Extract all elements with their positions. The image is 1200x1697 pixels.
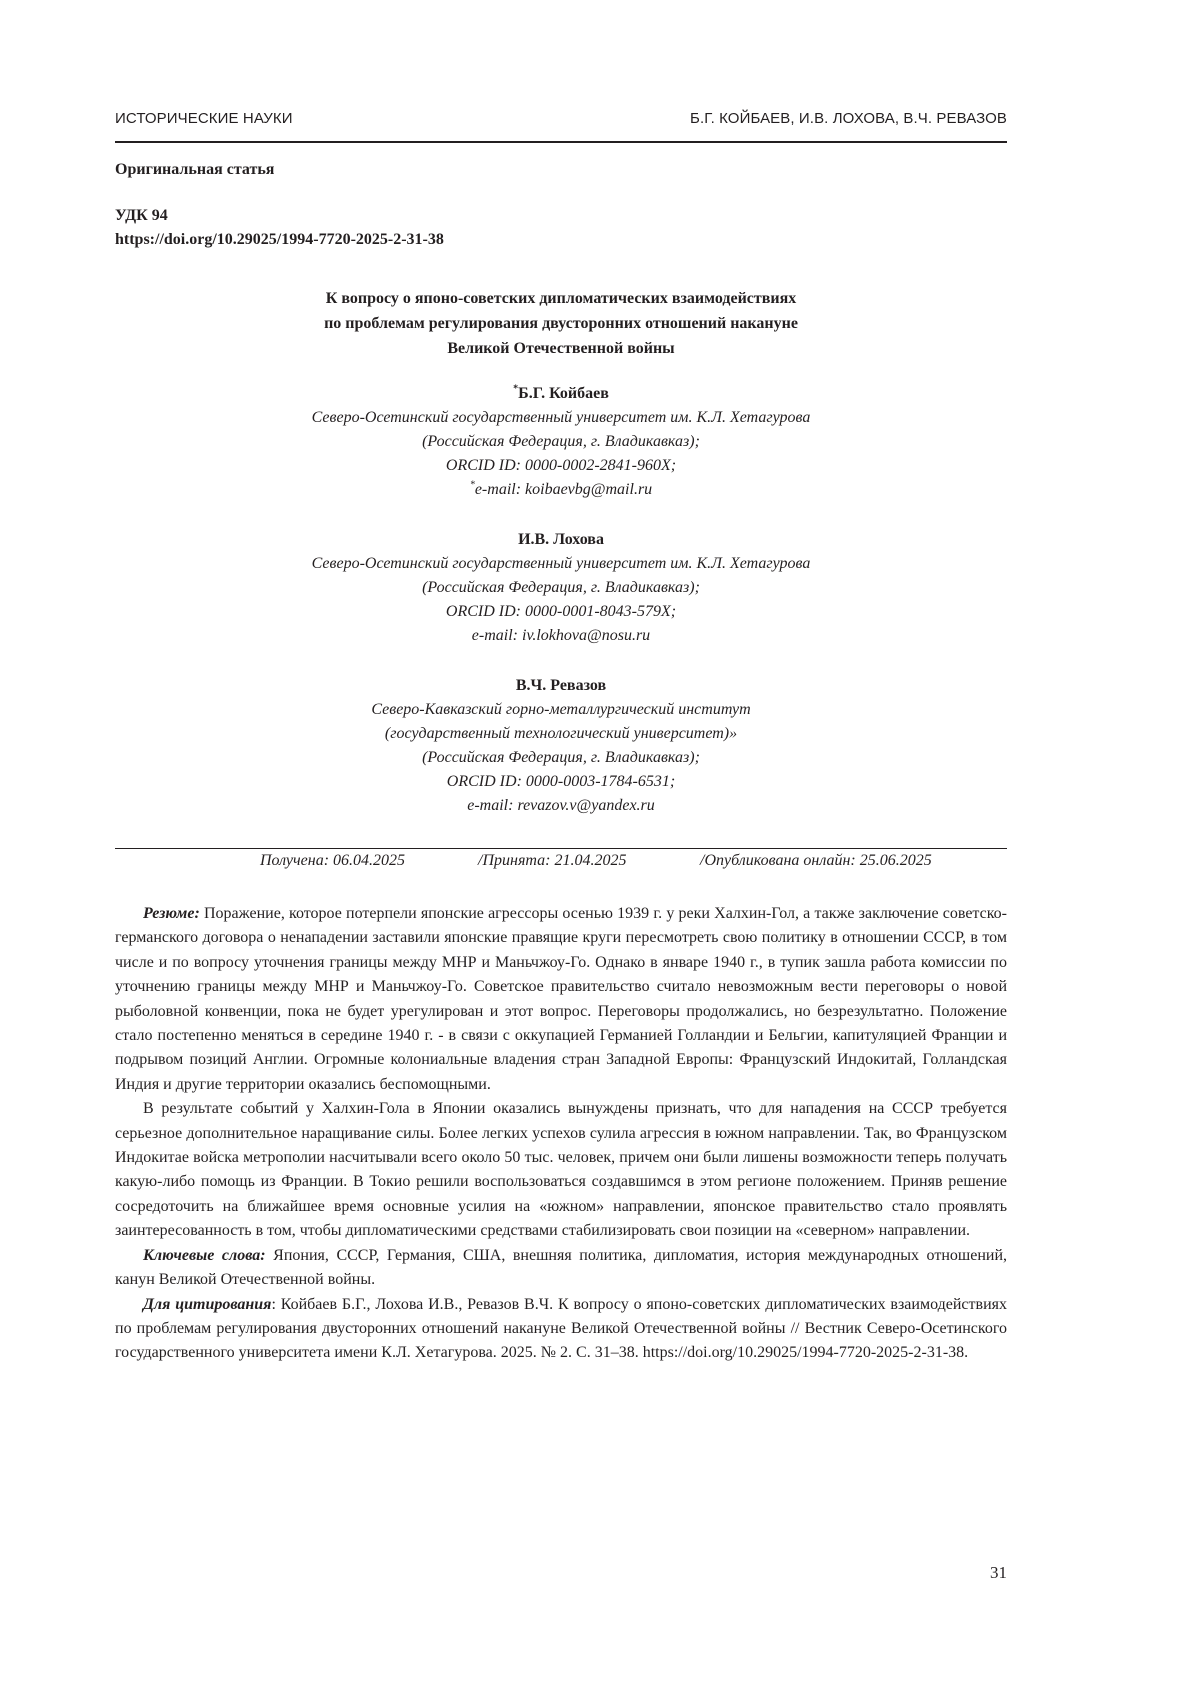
author-affiliation: (государственный технологический университет)» bbox=[384, 725, 738, 742]
citation-paragraph: Для цитирования: Койбаев Б.Г., Лохова И.В., Ревазов В.Ч. К вопросу о японо-советских дипломатических взаимодействиях по проблемам регулирования двусторонних отношений накануне Великой Отечественной войны // Вестник Северо-Осетинского государственного университета имени К.Л. Хетагурова. 2025. № 2. С. 31–38. https://doi.org/10.29025/1994-7720-2025-2-31-38. bbox=[115, 1295, 1008, 1362]
publication-dates bbox=[260, 852, 1000, 876]
citation-label: Для цитирования bbox=[143, 1295, 272, 1313]
author-name: И.В. Лохова bbox=[518, 531, 604, 548]
dates-divider bbox=[115, 848, 1007, 849]
received-date: Получена: 06.04.2025 bbox=[260, 852, 406, 869]
published-date: /Опубликована онлайн: 25.06.2025 bbox=[700, 852, 932, 869]
email-mark: * bbox=[469, 479, 475, 491]
author-orcid: ORCID ID: 0000-0001-8043-579X; bbox=[445, 603, 677, 620]
author-email[interactable]: e-mail: iv.lokhova@nosu.ru bbox=[471, 627, 651, 644]
article-type: Оригинальная статья bbox=[115, 161, 275, 178]
author-affiliation: (Российская Федерация, г. Владикавказ); bbox=[422, 579, 700, 596]
author-name: *Б.Г. Койбаев bbox=[513, 383, 609, 402]
title-line: по проблемам регулирования двусторонних отношений накануне bbox=[324, 315, 798, 332]
article-title bbox=[115, 286, 1007, 361]
author-block bbox=[115, 528, 1007, 648]
abstract-label: Резюме: bbox=[143, 905, 200, 922]
header-divider bbox=[115, 141, 1007, 143]
doi-link[interactable]: https://doi.org/10.29025/1994-7720-2025-2-31-38 bbox=[115, 231, 444, 248]
keywords-label: Ключевые слова: bbox=[143, 1246, 266, 1264]
title-line: К вопросу о японо-советских дипломатических взаимодействиях bbox=[325, 290, 797, 307]
author-affiliation: (Российская Федерация, г. Владикавказ); bbox=[422, 749, 700, 766]
udk: УДК 94 bbox=[115, 207, 168, 224]
running-head-authors: Б.Г. КОЙБАЕВ, И.В. ЛОХОВА, В.Ч. РЕВАЗОВ bbox=[690, 110, 1007, 127]
author-name: В.Ч. Ревазов bbox=[515, 677, 607, 694]
author-email: *e-mail: koibaevbg@mail.ru bbox=[469, 479, 653, 498]
author-email[interactable]: e-mail: revazov.v@yandex.ru bbox=[467, 797, 655, 814]
title-line: Великой Отечественной войны bbox=[447, 340, 675, 357]
author-affiliation: (Российская Федерация, г. Владикавказ); bbox=[422, 433, 700, 450]
running-head-section: ИСТОРИЧЕСКИЕ НАУКИ bbox=[115, 110, 293, 127]
author-mark: * bbox=[513, 383, 519, 395]
author-orcid: ORCID ID: 0000-0003-1784-6531; bbox=[446, 773, 676, 790]
author-orcid: ORCID ID: 0000-0002-2841-960X; bbox=[445, 457, 677, 474]
author-affiliation: Северо-Осетинский государственный университет им. К.Л. Хетагурова bbox=[311, 555, 811, 572]
author-block bbox=[115, 674, 1007, 818]
abstract-paragraph: Резюме: Поражение, которое потерпели японские агрессоры осенью 1939 г. у реки Халхин-Гол, а также заключение советско-германского договора о ненападении заставили японские правящие круги пересмотреть свою политику в отношении СССР, в том числе и по вопросу уточнения границы между МНР и Маньчжоу-Го. Однако в январе 1940 г., в тупик зашла работа комиссии по уточнению границы между МНР и Маньчжоу-Го. Советское правительство считало невозможным вести переговоры о новой рыболовной конвенции, пока не будет урегулирован и этот вопрос. Переговоры продолжались, но безрезультатно. Положение стало постепенно меняться в середине 1940 г. - в связи с оккупацией Германией Голландии и Бельгии, капитуляцией Франции и подрывом позиций Англии. Огромные колониальные владения стран Западной Европы: Французский Индокитай, Голландская Индия и другие территории оказались беспомощными. bbox=[115, 905, 1007, 1093]
author-affiliation: Северо-Осетинский государственный университет им. К.Л. Хетагурова bbox=[311, 409, 811, 426]
author-affiliation: Северо-Кавказский горно-металлургический институт bbox=[371, 701, 751, 718]
keywords-paragraph: Ключевые слова: Япония, СССР, Германия, США, внешняя политика, дипломатия, история международных отношений, канун Великой Отечественной войны. bbox=[115, 1246, 1008, 1289]
running-head bbox=[115, 106, 1007, 132]
page-number: 31 bbox=[990, 1563, 1007, 1582]
author-block bbox=[115, 382, 1007, 502]
accepted-date: /Принята: 21.04.2025 bbox=[478, 852, 627, 869]
abstract-paragraph: В результате событий у Халхин-Гола в Японии оказались вынуждены признать, что для нападения на СССР требуется серьезное дополнительное наращивание силы. Более легких успехов сулила агрессия в южном направлении. Так, во Французском Индокитае войска метрополии насчитывали всего около 50 тыс. человек, причем они были лишены возможности теперь получать какую-либо помощь из Франции. В Токио решили воспользоваться создавшимся в этом регионе положением. Приняв решение сосредоточить на ближайшее время основные усилия на «южном» направлении, японское правительство стало проявлять заинтересованность в том, чтобы дипломатическими средствами стабилизировать свои позиции на «северном» направлении. bbox=[115, 1100, 1007, 1240]
abstract-section bbox=[115, 902, 1007, 1366]
